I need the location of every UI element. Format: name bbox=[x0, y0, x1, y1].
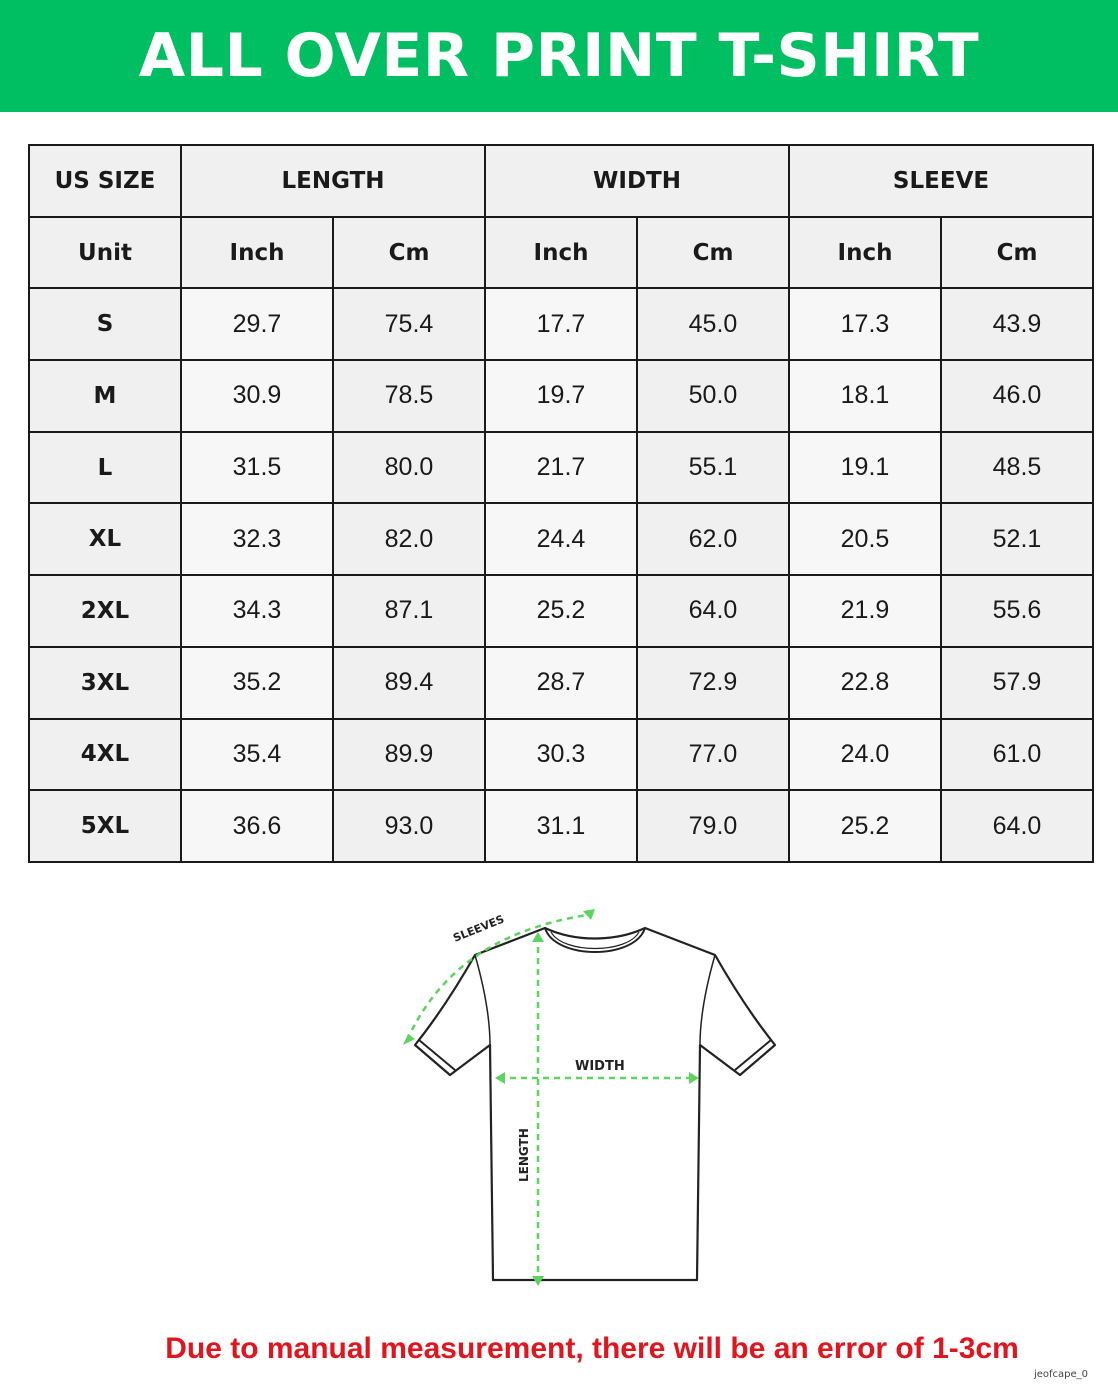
table-cell: 18.1 bbox=[789, 360, 941, 432]
size-label: 4XL bbox=[29, 719, 181, 791]
table-cell: 93.0 bbox=[333, 790, 485, 862]
table-cell: 78.5 bbox=[333, 360, 485, 432]
table-cell: 17.7 bbox=[485, 288, 637, 360]
table-cell: 46.0 bbox=[941, 360, 1093, 432]
watermark: jeofcape_0 bbox=[1033, 1369, 1088, 1380]
size-label: L bbox=[29, 432, 181, 504]
tshirt-outline bbox=[415, 928, 775, 1280]
table-cell: 82.0 bbox=[333, 503, 485, 575]
table-cell: 21.7 bbox=[485, 432, 637, 504]
table-cell: 79.0 bbox=[637, 790, 789, 862]
table-cell: 55.1 bbox=[637, 432, 789, 504]
sleeves-arrow-start bbox=[403, 1034, 415, 1045]
table-cell: 64.0 bbox=[637, 575, 789, 647]
table-row bbox=[29, 360, 1093, 432]
unit-sleeve-inch: Inch bbox=[789, 217, 941, 289]
table-cell: 25.2 bbox=[485, 575, 637, 647]
table-cell: 89.9 bbox=[333, 719, 485, 791]
unit-width-cm: Cm bbox=[637, 217, 789, 289]
table-cell: 45.0 bbox=[637, 288, 789, 360]
table-cell: 31.1 bbox=[485, 790, 637, 862]
table-cell: 30.9 bbox=[181, 360, 333, 432]
table-cell: 61.0 bbox=[941, 719, 1093, 791]
table-cell: 24.4 bbox=[485, 503, 637, 575]
unit-header-row bbox=[29, 217, 1093, 289]
unit-width-inch: Inch bbox=[485, 217, 637, 289]
unit-sleeve-cm: Cm bbox=[941, 217, 1093, 289]
size-label: 2XL bbox=[29, 575, 181, 647]
table-cell: 80.0 bbox=[333, 432, 485, 504]
table-cell: 48.5 bbox=[941, 432, 1093, 504]
size-label: 3XL bbox=[29, 647, 181, 719]
table-cell: 19.1 bbox=[789, 432, 941, 504]
table-cell: 64.0 bbox=[941, 790, 1093, 862]
table-cell: 89.4 bbox=[333, 647, 485, 719]
size-chart-table bbox=[28, 144, 1094, 863]
table-cell: 20.5 bbox=[789, 503, 941, 575]
unit-length-inch: Inch bbox=[181, 217, 333, 289]
table-cell: 17.3 bbox=[789, 288, 941, 360]
table-row bbox=[29, 288, 1093, 360]
table-cell: 72.9 bbox=[637, 647, 789, 719]
table-cell: 24.0 bbox=[789, 719, 941, 791]
sleeves-arrow-end bbox=[583, 909, 595, 920]
table-row bbox=[29, 432, 1093, 504]
measurement-error-note: Due to manual measurement, there will be an error of 1-3cm bbox=[165, 1332, 1019, 1365]
table-cell: 30.3 bbox=[485, 719, 637, 791]
table-cell: 19.7 bbox=[485, 360, 637, 432]
tshirt-measurement-diagram bbox=[395, 900, 795, 1300]
table-cell: 52.1 bbox=[941, 503, 1093, 575]
table-row bbox=[29, 503, 1093, 575]
table-cell: 31.5 bbox=[181, 432, 333, 504]
size-rows bbox=[29, 288, 1093, 862]
table-cell: 57.9 bbox=[941, 647, 1093, 719]
table-cell: 50.0 bbox=[637, 360, 789, 432]
tshirt-svg bbox=[395, 900, 795, 1300]
header-us-size: US SIZE bbox=[29, 145, 181, 217]
header-unit: Unit bbox=[29, 217, 181, 289]
size-label: 5XL bbox=[29, 790, 181, 862]
table-row bbox=[29, 719, 1093, 791]
table-cell: 36.6 bbox=[181, 790, 333, 862]
header-sleeve: SLEEVE bbox=[789, 145, 1093, 217]
page-title: ALL OVER PRINT T-SHIRT bbox=[138, 21, 980, 91]
table-cell: 62.0 bbox=[637, 503, 789, 575]
table-row bbox=[29, 790, 1093, 862]
table-cell: 55.6 bbox=[941, 575, 1093, 647]
table-cell: 35.4 bbox=[181, 719, 333, 791]
size-label: S bbox=[29, 288, 181, 360]
table-cell: 25.2 bbox=[789, 790, 941, 862]
table-cell: 75.4 bbox=[333, 288, 485, 360]
width-label: WIDTH bbox=[575, 1059, 625, 1074]
table-cell: 77.0 bbox=[637, 719, 789, 791]
table-cell: 22.8 bbox=[789, 647, 941, 719]
table-cell: 28.7 bbox=[485, 647, 637, 719]
title-banner bbox=[0, 0, 1118, 112]
table-cell: 29.7 bbox=[181, 288, 333, 360]
table-row bbox=[29, 575, 1093, 647]
table-cell: 87.1 bbox=[333, 575, 485, 647]
table-cell: 32.3 bbox=[181, 503, 333, 575]
size-label: XL bbox=[29, 503, 181, 575]
table-row bbox=[29, 647, 1093, 719]
table-cell: 35.2 bbox=[181, 647, 333, 719]
sleeves-label: SLEEVES bbox=[451, 912, 507, 945]
table-cell: 43.9 bbox=[941, 288, 1093, 360]
table-cell: 21.9 bbox=[789, 575, 941, 647]
table-cell: 34.3 bbox=[181, 575, 333, 647]
header-length: LENGTH bbox=[181, 145, 485, 217]
length-label: LENGTH bbox=[517, 1128, 531, 1182]
size-label: M bbox=[29, 360, 181, 432]
unit-length-cm: Cm bbox=[333, 217, 485, 289]
header-width: WIDTH bbox=[485, 145, 789, 217]
group-header-row bbox=[29, 145, 1093, 217]
